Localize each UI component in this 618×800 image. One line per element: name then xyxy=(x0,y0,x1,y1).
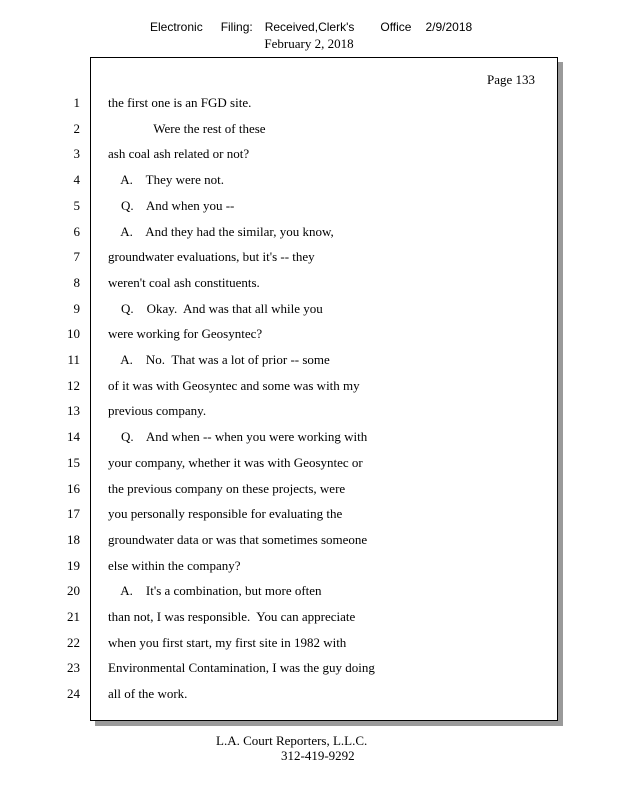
line-number: 20 xyxy=(67,583,80,598)
line-number: 19 xyxy=(67,558,80,573)
line-number: 5 xyxy=(73,198,80,213)
transcript-line-text: Q. And when you -- xyxy=(108,198,235,213)
line-number: 16 xyxy=(67,481,80,496)
transcript-line-text: weren't coal ash constituents. xyxy=(108,275,260,290)
filing-word-electronic: Electronic xyxy=(150,20,203,34)
transcript-line-text: A. No. That was a lot of prior -- some xyxy=(108,352,330,367)
filing-date-stamp: 2/9/2018 xyxy=(425,20,473,34)
line-number: 15 xyxy=(67,455,80,470)
transcript-line-text: previous company. xyxy=(108,403,207,418)
line-number: 8 xyxy=(73,275,80,290)
transcript-line-text: all of the work. xyxy=(108,686,188,701)
transcript-line-text: A. They were not. xyxy=(108,172,225,187)
filing-stamp xyxy=(150,20,472,34)
line-number: 7 xyxy=(73,249,80,264)
line-number: 1 xyxy=(73,95,80,110)
transcript-line-text: else within the company? xyxy=(108,558,241,573)
line-number: 11 xyxy=(67,352,80,367)
transcript-line-text: Q. Okay. And was that all while you xyxy=(108,301,323,316)
transcript-line-text: were working for Geosyntec? xyxy=(108,326,263,341)
line-number: 24 xyxy=(67,686,80,701)
transcript-line-text: groundwater evaluations, but it's -- they xyxy=(108,249,315,264)
line-number: 12 xyxy=(67,378,80,393)
transcript-line-text: A. And they had the similar, you know, xyxy=(108,224,334,239)
line-number: 10 xyxy=(67,326,80,341)
filing-word-received: Received,Clerk's xyxy=(264,20,355,34)
transcript-line-text: Environmental Contamination, I was the guy doing xyxy=(108,660,375,675)
line-number: 13 xyxy=(67,403,80,418)
transcript-line-text: the first one is an FGD site. xyxy=(108,95,252,110)
line-number: 17 xyxy=(67,506,80,521)
line-number: 3 xyxy=(73,146,80,161)
transcript-line-text: your company, whether it was with Geosyntec or xyxy=(108,455,363,470)
transcript-line-text: A. It's a combination, but more often xyxy=(108,583,322,598)
line-number: 2 xyxy=(73,121,80,136)
filing-word-filing: Filing: xyxy=(220,20,253,34)
transcript-date: February 2, 2018 xyxy=(264,36,354,51)
line-number: 14 xyxy=(67,429,80,444)
transcript-line-text: than not, I was responsible. You can appreciate xyxy=(108,609,356,624)
line-number: 9 xyxy=(73,301,80,316)
filing-word-office: Office xyxy=(380,20,412,34)
transcript-line-text: you personally responsible for evaluating the xyxy=(108,506,343,521)
transcript-line-text: groundwater data or was that sometimes someone xyxy=(108,532,368,547)
transcript-line-text: the previous company on these projects, were xyxy=(108,481,346,496)
line-number: 4 xyxy=(73,172,80,187)
line-number: 22 xyxy=(67,635,80,650)
line-number: 6 xyxy=(73,224,80,239)
transcript-line-text: when you first start, my first site in 1982 with xyxy=(108,635,347,650)
transcript-line-text: Q. And when -- when you were working with xyxy=(108,429,368,444)
page-number: Page 133 xyxy=(486,72,535,87)
line-number: 18 xyxy=(67,532,80,547)
transcript-line-text: ash coal ash related or not? xyxy=(108,146,250,161)
line-number: 21 xyxy=(67,609,80,624)
line-number: 23 xyxy=(67,660,80,675)
transcript-line-text: Were the rest of these xyxy=(108,121,266,136)
court-reporter-name: L.A. Court Reporters, L.L.C. xyxy=(216,733,368,748)
transcript-line-text: of it was with Geosyntec and some was with my xyxy=(108,378,360,393)
court-reporter-phone: 312-419-9292 xyxy=(281,748,355,763)
